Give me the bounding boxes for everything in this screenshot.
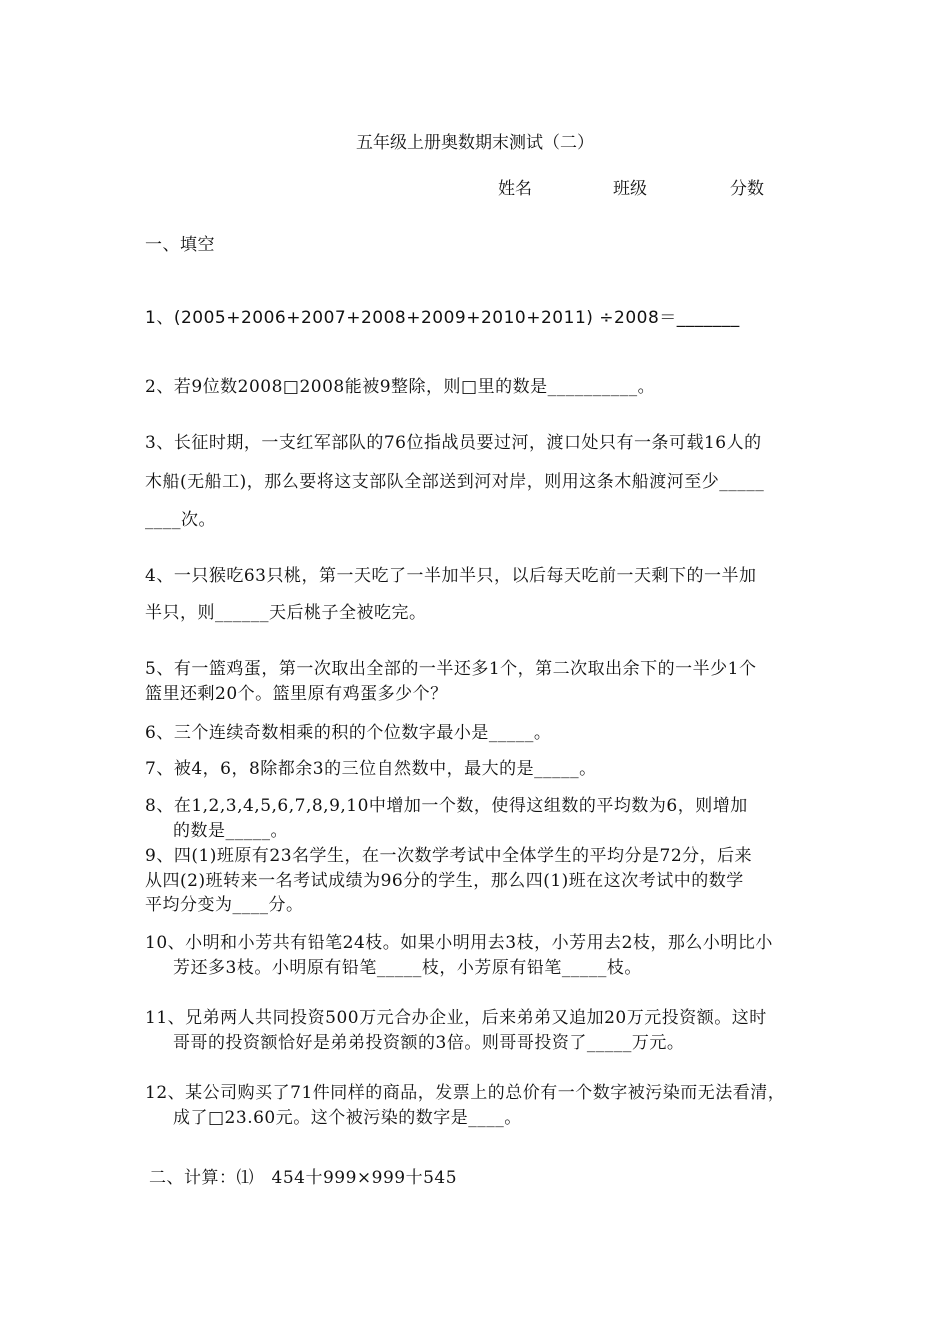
page-title: 五年级上册奥数期末测试（二） — [356, 133, 594, 153]
section-calculation-heading: 二、计算：⑴ 454十999×999十545 — [149, 1168, 458, 1188]
name-label: 姓名 — [498, 179, 532, 199]
question-11-line-1: 11、兄弟两人共同投资500万元合办企业，后来弟弟又追加20万元投资额。这时 — [145, 1008, 767, 1028]
question-7: 7、被4，6，8除都余3的三位自然数中，最大的是_____。 — [145, 759, 597, 779]
question-12-line-1: 12、某公司购买了71件同样的商品，发票上的总价有一个数字被污染而无法看清， — [145, 1083, 786, 1103]
question-5-line-2: 篮里还剩20个。篮里原有鸡蛋多少个？ — [145, 684, 448, 704]
question-1: 1、(2005+2006+2007+2008+2009+2010+2011) ÷2008＝_______ — [145, 308, 740, 328]
class-label: 班级 — [613, 179, 647, 199]
question-12-line-2: 成了□23.60元。这个被污染的数字是____。 — [173, 1108, 522, 1128]
question-4-line-2: 半只，则______天后桃子全被吃完。 — [145, 603, 427, 623]
question-8-line-2: 的数是_____。 — [173, 821, 288, 841]
question-6: 6、三个连续奇数相乘的积的个位数字最小是_____。 — [145, 723, 552, 743]
question-9-line-1: 9、四(1)班原有23名学生，在一次数学考试中全体学生的平均分是72分，后来 — [145, 846, 753, 866]
question-9-line-2: 从四(2)班转来一名考试成绩为96分的学生，那么四(1)班在这次考试中的数学 — [145, 871, 744, 891]
question-3-line-3: ____次。 — [145, 510, 216, 530]
question-9-line-3: 平均分变为____分。 — [145, 895, 304, 915]
question-3-line-2: 木船(无船工)，那么要将这支部队全部送到河对岸，则用这条木船渡河至少_____ — [145, 472, 765, 492]
question-3-line-1: 3、长征时期，一支红军部队的76位指战员要过河，渡口处只有一条可载16人的 — [145, 433, 762, 453]
section-fill-blank-heading: 一、填空 — [145, 235, 215, 255]
question-8-line-1: 8、在1,2,3,4,5,6,7,8,9,10中增加一个数，使得这组数的平均数为6，则增加 — [145, 796, 748, 816]
question-10-line-2: 芳还多3枝。小明原有铅笔_____枝，小芳原有铅笔_____枝。 — [173, 958, 642, 978]
question-11-line-2: 哥哥的投资额恰好是弟弟投资额的3倍。则哥哥投资了_____万元。 — [173, 1033, 685, 1053]
question-2: 2、若9位数2008□2008能被9整除，则□里的数是__________。 — [145, 377, 656, 397]
question-5-line-1: 5、有一篮鸡蛋，第一次取出全部的一半还多1个，第二次取出余下的一半少1个 — [145, 659, 757, 679]
score-label: 分数 — [730, 179, 764, 199]
question-10-line-1: 10、小明和小芳共有铅笔24枝。如果小明用去3枝，小芳用去2枝，那么小明比小 — [145, 933, 773, 953]
question-4-line-1: 4、一只猴吃63只桃，第一天吃了一半加半只，以后每天吃前一天剩下的一半加 — [145, 566, 757, 586]
